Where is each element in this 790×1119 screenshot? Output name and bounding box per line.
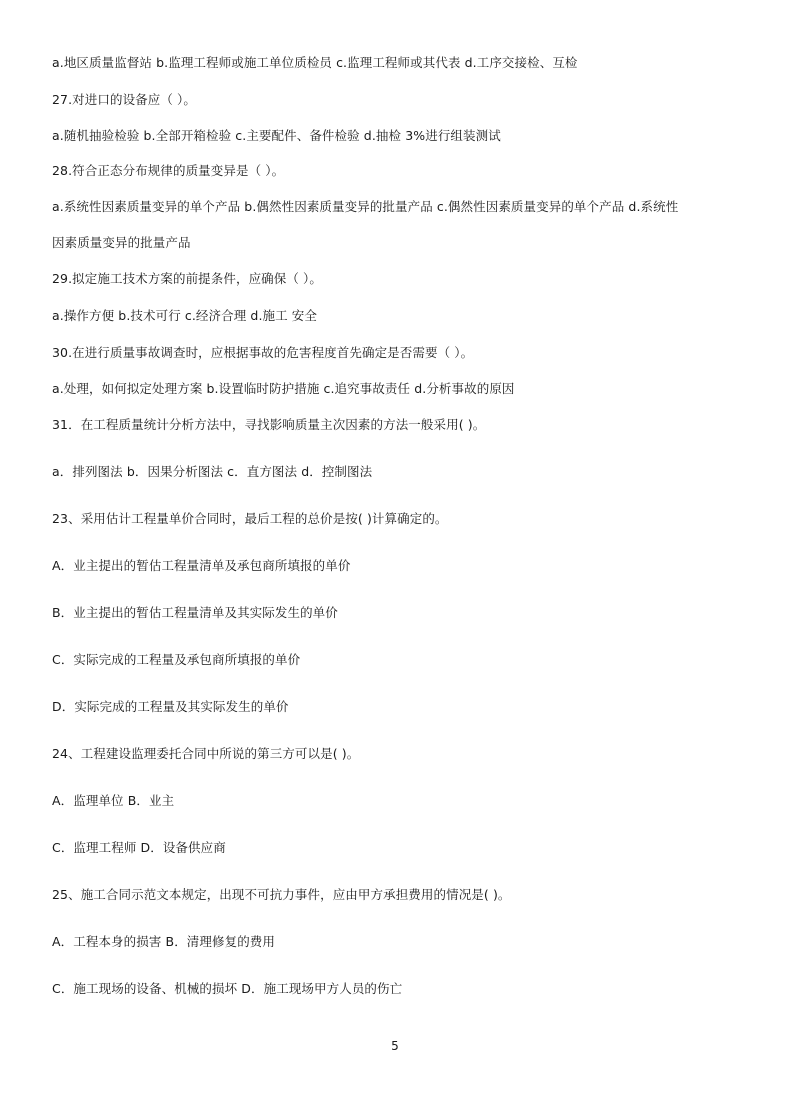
answer-options-28-continued: 因素质量变异的批量产品 — [52, 235, 191, 250]
option-23-b: B．业主提出的暂估工程量清单及其实际发生的单价 — [52, 605, 338, 620]
answer-options-29: a.操作方便 b.技术可行 c.经济合理 d.施工 安全 — [52, 308, 317, 323]
options-25-a-b: A．工程本身的损害 B．清理修复的费用 — [52, 934, 276, 949]
page-number: 5 — [391, 1039, 399, 1053]
question-29: 29.拟定施工技术方案的前提条件，应确保（ ）。 — [52, 271, 323, 286]
question-23: 23、采用估计工程量单价合同时，最后工程的总价是按( )计算确定的。 — [52, 511, 448, 526]
options-24-a-b: A．监理单位 B．业主 — [52, 793, 175, 808]
answer-options-26: a.地区质量监督站 b.监理工程师或施工单位质检员 c.监理工程师或其代表 d.工序交接检、互检 — [52, 55, 578, 70]
answer-options-31: a．排列图法 b．因果分析图法 c．直方图法 d．控制图法 — [52, 464, 373, 479]
question-28: 28.符合正态分布规律的质量变异是（ ）。 — [52, 163, 285, 178]
option-23-c: C．实际完成的工程量及承包商所填报的单价 — [52, 652, 301, 667]
answer-options-27: a.随机抽验检验 b.全部开箱检验 c.主要配件、备件检验 d.抽检 3%进行组装测试 — [52, 128, 501, 143]
answer-options-30: a.处理，如何拟定处理方案 b.设置临时防护措施 c.追究事故责任 d.分析事故的原因 — [52, 381, 515, 396]
answer-options-28: a.系统性因素质量变异的单个产品 b.偶然性因素质量变异的批量产品 c.偶然性因素质量变异的单个产品 d.系统性 — [52, 199, 679, 214]
question-25: 25、施工合同示范文本规定，出现不可抗力事件，应由甲方承担费用的情况是( )。 — [52, 887, 511, 902]
question-27: 27.对进口的设备应（ ）。 — [52, 92, 197, 107]
question-31: 31．在工程质量统计分析方法中，寻找影响质量主次因素的方法一般采用( )。 — [52, 417, 486, 432]
question-24: 24、工程建设监理委托合同中所说的第三方可以是( )。 — [52, 746, 360, 761]
question-30: 30.在进行质量事故调查时，应根据事故的危害程度首先确定是否需要（ ）。 — [52, 345, 474, 360]
option-23-a: A．业主提出的暂估工程量清单及承包商所填报的单价 — [52, 558, 351, 573]
options-24-c-d: C．监理工程师 D．设备供应商 — [52, 840, 226, 855]
option-23-d: D．实际完成的工程量及其实际发生的单价 — [52, 699, 289, 714]
options-25-c-d: C．施工现场的设备、机械的损坏 D．施工现场甲方人员的伤亡 — [52, 981, 403, 996]
